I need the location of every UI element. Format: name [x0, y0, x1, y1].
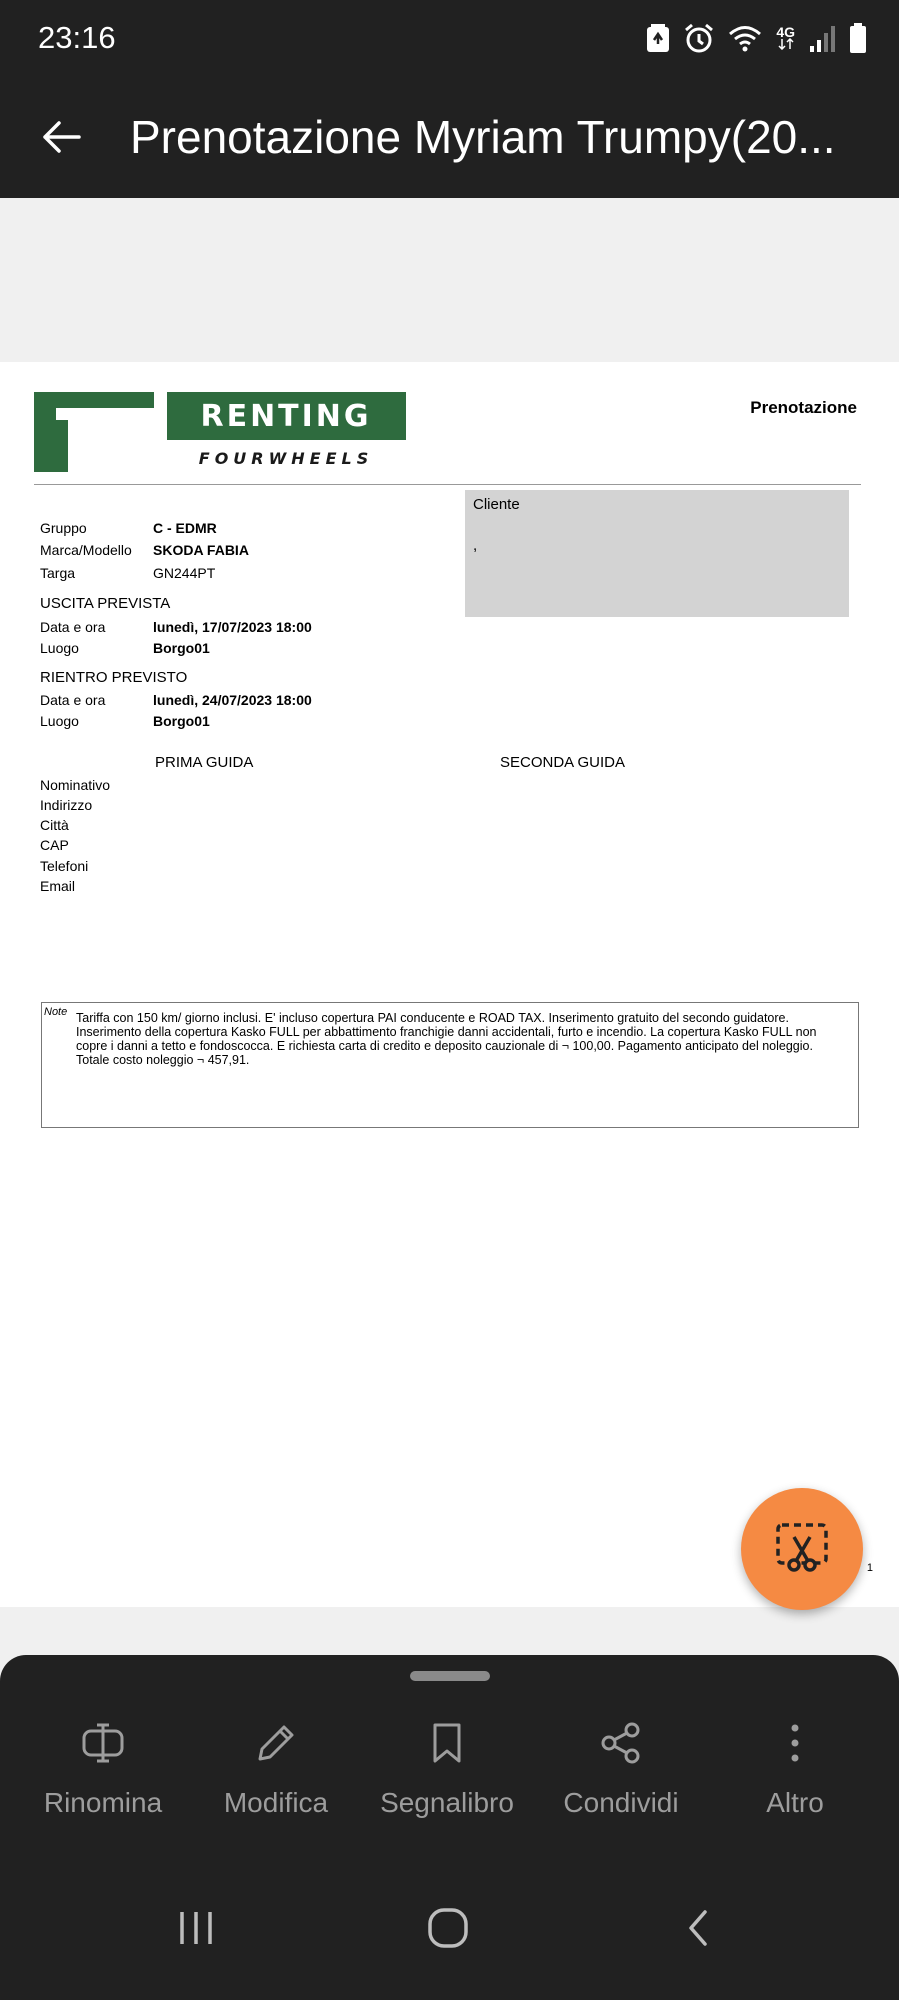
client-label: Cliente	[473, 496, 520, 513]
edit-label: Modifica	[223, 1787, 329, 1818]
chevron-left-icon	[683, 1908, 713, 1953]
return-heading: RIENTRO PREVISTO	[40, 669, 188, 686]
battery-icon	[849, 23, 867, 53]
share-icon	[536, 1721, 706, 1765]
driver-address-label: Indirizzo	[40, 797, 93, 813]
status-time: 23:16	[38, 20, 116, 55]
document-page	[0, 362, 899, 1607]
return-place-value: Borgo01	[153, 713, 210, 729]
share-button[interactable]	[536, 1721, 706, 1819]
system-navigation-bar	[0, 1860, 899, 2000]
wifi-icon	[728, 24, 762, 52]
departure-place-value: Borgo01	[153, 640, 210, 656]
rename-button[interactable]	[18, 1721, 188, 1819]
more-label: Altro	[766, 1787, 824, 1818]
share-label: Condividi	[563, 1787, 679, 1818]
client-box	[465, 490, 849, 617]
status-icons	[646, 18, 867, 58]
sheet-drag-handle[interactable]	[410, 1671, 490, 1681]
second-driver-heading: SECONDA GUIDA	[500, 754, 626, 771]
signal-icon	[809, 24, 835, 52]
note-box	[41, 1002, 859, 1128]
return-date-value: lunedì, 24/07/2023 18:00	[153, 692, 312, 708]
departure-place-label: Luogo	[40, 640, 79, 656]
vehicle-model-label: Marca/Modello	[40, 542, 132, 558]
return-date-label: Data e ora	[40, 692, 106, 708]
vehicle-group-label: Gruppo	[40, 520, 87, 536]
driver-zip-label: CAP	[40, 837, 69, 853]
departure-heading: USCITA PREVISTA	[40, 595, 171, 612]
status-bar	[0, 0, 899, 80]
driver-email-label: Email	[40, 878, 76, 894]
battery-saver-icon	[646, 24, 670, 52]
document-title: Prenotazione Myriam Trumpy(20...	[130, 111, 836, 163]
vehicle-plate-value: GN244PT	[153, 565, 216, 581]
more-button[interactable]	[710, 1721, 880, 1819]
return-place-label: Luogo	[40, 713, 79, 729]
rename-icon	[18, 1721, 188, 1765]
client-value: ,	[473, 537, 478, 554]
pencil-icon	[191, 1721, 361, 1765]
bookmark-button[interactable]	[362, 1721, 532, 1819]
back-nav-button[interactable]	[663, 1900, 733, 1960]
renting-fourwheels-logo	[34, 392, 406, 472]
logo-sub-text: FOURWHEELS	[198, 449, 374, 468]
bottom-action-sheet	[0, 1655, 899, 1860]
vehicle-group-value: C - EDMR	[153, 520, 217, 536]
rename-label: Rinomina	[43, 1787, 163, 1818]
scissors-capture-icon	[772, 1517, 832, 1582]
app-bar	[0, 80, 899, 198]
network-type: 4G	[776, 26, 795, 50]
vehicle-plate-label: Targa	[40, 565, 76, 581]
driver-city-label: Città	[40, 817, 69, 833]
back-button[interactable]	[34, 112, 88, 166]
edit-button[interactable]	[191, 1721, 361, 1819]
first-driver-heading: PRIMA GUIDA	[155, 754, 254, 771]
bookmark-label: Segnalibro	[380, 1787, 514, 1818]
alarm-icon	[684, 23, 714, 53]
note-text: Tariffa con 150 km/ giorno inclusi. E' incluso copertura PAI conducente e ROAD TAX. Inserimento gratuito del secondo guidatore. Inserimento della copertura Kasko FULL per abbattimento franchigie danni accidentali, furto e incendio. La copertura Kasko FULL non copre i danni a tetto e fondoscocca. E richiesta carta di credito e deposito cauzionale di ¬ 100,00. Pagamento anticipato del noleggio. Totale costo noleggio ¬ 457,91.	[76, 1011, 817, 1067]
home-button[interactable]	[413, 1900, 483, 1960]
bookmark-icon	[362, 1721, 532, 1765]
recent-apps-button[interactable]	[161, 1900, 231, 1960]
vehicle-model-value: SKODA FABIA	[153, 542, 249, 558]
capture-button[interactable]	[741, 1488, 863, 1610]
document-type-heading: Prenotazione	[750, 398, 857, 417]
more-icon	[710, 1721, 880, 1765]
departure-date-value: lunedì, 17/07/2023 18:00	[153, 619, 312, 635]
driver-name-label: Nominativo	[40, 777, 111, 793]
page-number: 1	[866, 1562, 873, 1574]
departure-date-label: Data e ora	[40, 619, 106, 635]
logo-brand-text: RENTING	[200, 399, 372, 434]
note-tag: Note	[44, 1006, 68, 1018]
recent-apps-icon	[176, 1910, 216, 1951]
header-divider	[34, 484, 861, 485]
arrow-left-icon	[41, 120, 81, 159]
driver-phone-label: Telefoni	[40, 858, 89, 874]
home-icon	[427, 1907, 469, 1954]
